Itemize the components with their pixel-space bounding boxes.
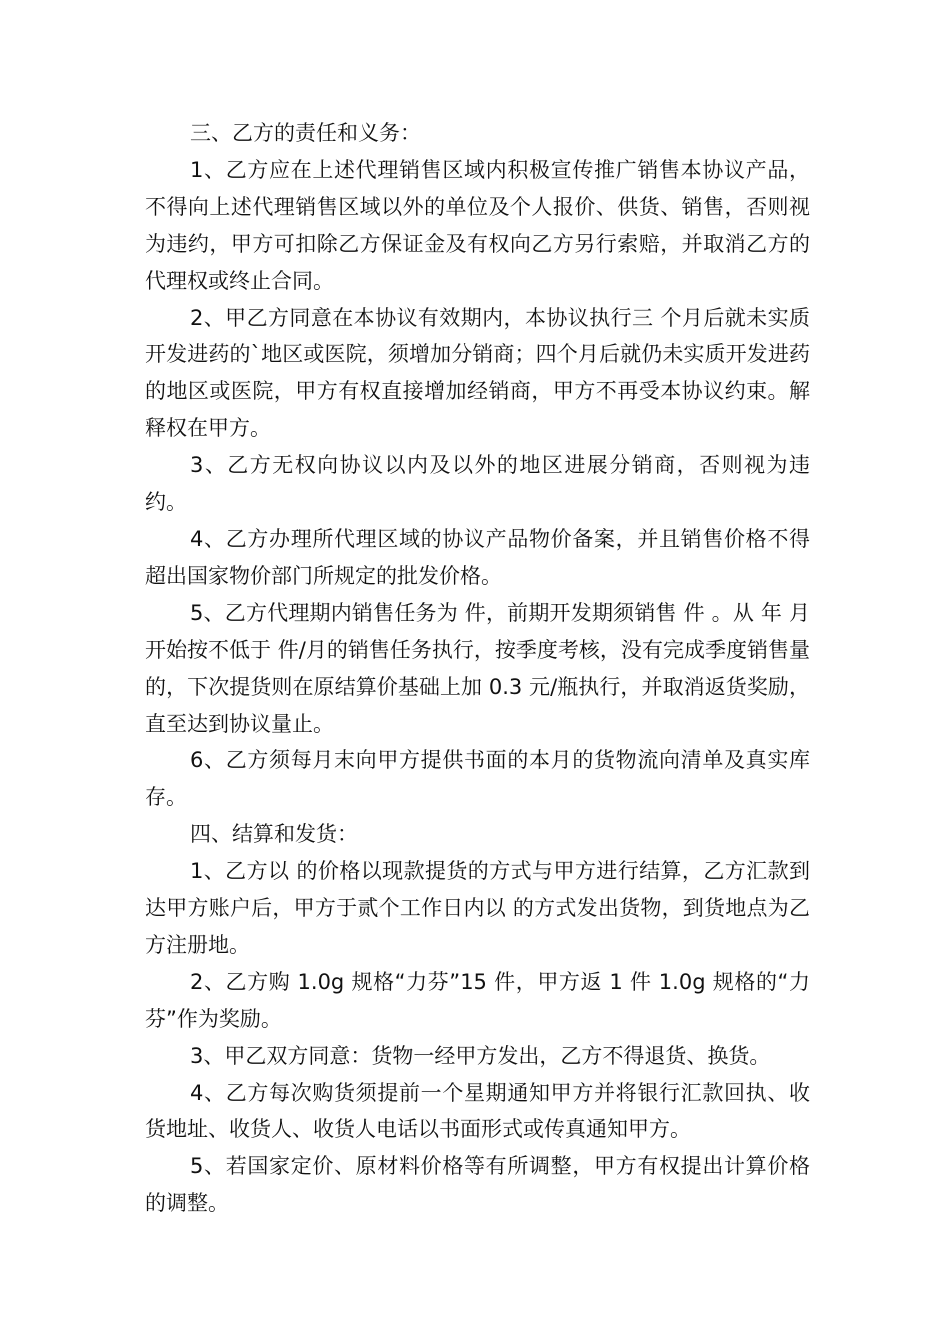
section-heading-responsibilities: 三、乙方的责任和义务：	[190, 121, 421, 145]
clause-3-6: 6、乙方须每月末向甲方提供书面的本月的货物流向清单及真实库存。	[145, 748, 810, 810]
clause-3-3: 3、乙方无权向协议以内及以外的地区进展分销商，否则视为违约。	[145, 453, 810, 515]
clause-3-1: 1、乙方应在上述代理销售区域内积极宣传推广销售本协议产品，不得向上述代理销售区域以外的单位及个人报价、供货、销售，否则视为违约，甲方可扣除乙方保证金及有权向乙方另行索赔，并取消乙方的代理权或终止合同。	[145, 157, 810, 293]
clause-4-2: 2、乙方购 1.0g 规格“力芬”15 件，甲方返 1 件 1.0g 规格的“力芬”作为奖励。	[145, 969, 810, 1031]
clause-4-3: 3、甲乙双方同意：货物一经甲方发出，乙方不得退货、换货。	[190, 1043, 771, 1068]
section-heading-settlement: 四、结算和发货：	[190, 822, 358, 847]
clause-4-4: 4、乙方每次购货须提前一个星期通知甲方并将银行汇款回执、收货地址、收货人、收货人电话以书面形式或传真通知甲方。	[145, 1080, 810, 1142]
clause-4-5: 5、若国家定价、原材料价格等有所调整，甲方有权提出计算价格的调整。	[145, 1154, 810, 1216]
clause-3-5: 5、乙方代理期内销售任务为 件，前期开发期须销售 件 。从 年 月开始按不低于 件/月的销售任务执行，按季度考核，没有完成季度销售量的，下次提货则在原结算价基础上加 0.3 元/瓶执行，并取消返货奖励，直至达到协议量止。	[145, 600, 810, 736]
document-page	[145, 115, 810, 1222]
clause-4-1: 1、乙方以 的价格以现款提货的方式与甲方进行结算，乙方汇款到达甲方账户后，甲方于贰个工作日内以 的方式发出货物，到货地点为乙方注册地。	[145, 859, 810, 957]
clause-3-4: 4、乙方办理所代理区域的协议产品物价备案，并且销售价格不得超出国家物价部门所规定的批发价格。	[145, 526, 810, 588]
clause-3-2: 2、甲乙方同意在本协议有效期内，本协议执行三 个月后就未实质开发进药的`地区或医院，须增加分销商；四个月后就仍未实质开发进药的地区或医院，甲方有权直接增加经销商，甲方不再受本协议约束。解释权在甲方。	[145, 305, 810, 441]
